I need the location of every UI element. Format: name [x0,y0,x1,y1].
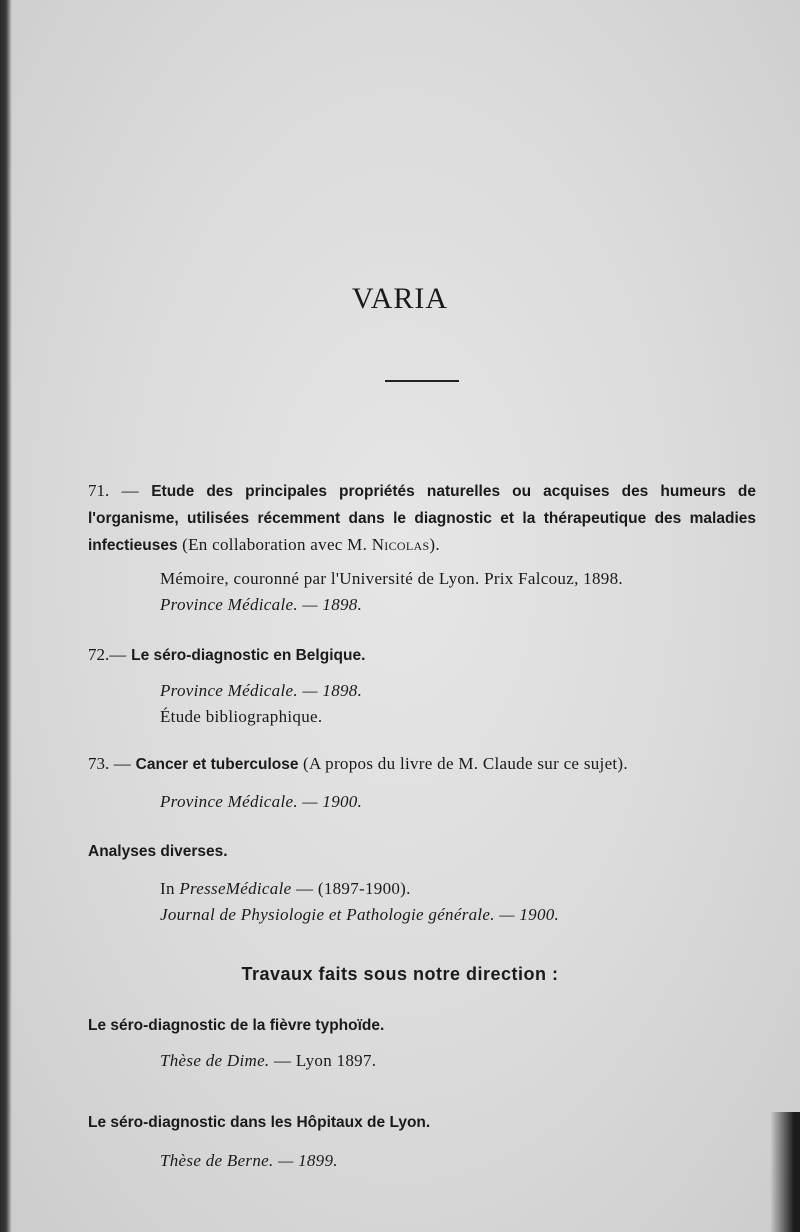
analyses-title: Analyses diverses. [88,843,228,860]
entry-title: Cancer et tuberculose [135,756,299,773]
entry-72-line2: Étude bibliographique. [160,707,323,726]
title-rule [385,380,459,382]
page-corner-shadow [770,1112,800,1232]
entry-71-heading [88,478,756,559]
directed-2-line: Thèse de Berne. — 1899. [160,1151,338,1170]
directed-title: Le séro-diagnostic dans les Hôpitaux de Lyon. [88,1114,431,1131]
directed-thesis: Thèse de Dime. [160,1051,270,1070]
directed-1-line [160,1049,376,1073]
entry-collab-name: Nicolas [371,535,430,554]
analyses-line2: Journal de Physiologie et Pathologie générale. — 1900. [160,905,560,924]
directed-title: Le séro-diagnostic de la fièvre typhoïde. [88,1017,385,1034]
directed-1-heading [88,1012,756,1039]
entry-72-heading [88,642,756,669]
analyses-line1-prefix: In [160,879,180,898]
section-heading: Travaux faits sous notre direction : [241,964,559,984]
entry-note: (A propos du livre de M. Claude sur ce sujet). [298,754,628,773]
directed-place-year: — Lyon 1897. [269,1051,377,1070]
entry-73-heading [88,751,756,778]
entry-number: 73. [88,754,110,773]
analyses-line1 [160,877,411,901]
entry-title: Le séro-diagnostic en Belgique. [131,647,366,664]
entry-73-line1: Province Médicale. — 1900. [160,792,363,811]
page-edge-shadow [0,0,12,1232]
entry-71-line1: Mémoire, couronné par l'Université de Lyon. Prix Falcouz, 1898. [160,569,623,588]
entry-72-line1: Province Médicale. — 1898. [160,681,363,700]
entry-number: 71. [88,481,110,500]
analyses-heading [88,838,756,865]
analyses-line1-suffix: — (1897-1900). [291,879,411,898]
entry-collab-suffix: ). [429,535,440,554]
entry-collab-prefix: (En collaboration avec M. [177,535,372,554]
entry-dash: — [109,645,132,664]
directed-2-heading [88,1109,756,1136]
entry-dash: — [109,754,136,773]
analyses-line1-journal: PresseMédicale [179,879,292,898]
page-title: VARIA [351,282,449,315]
entry-dash: — [109,481,152,500]
entry-71-line2: Province Médicale. — 1898. [160,595,363,614]
entry-title: Etude des principales propriétés naturelles ou acquises des humeurs de l'organisme, utilisées récemment dans le diagnostic et la thérapeutique des maladies infectieuses [88,483,756,554]
entry-number: 72. [88,645,110,664]
